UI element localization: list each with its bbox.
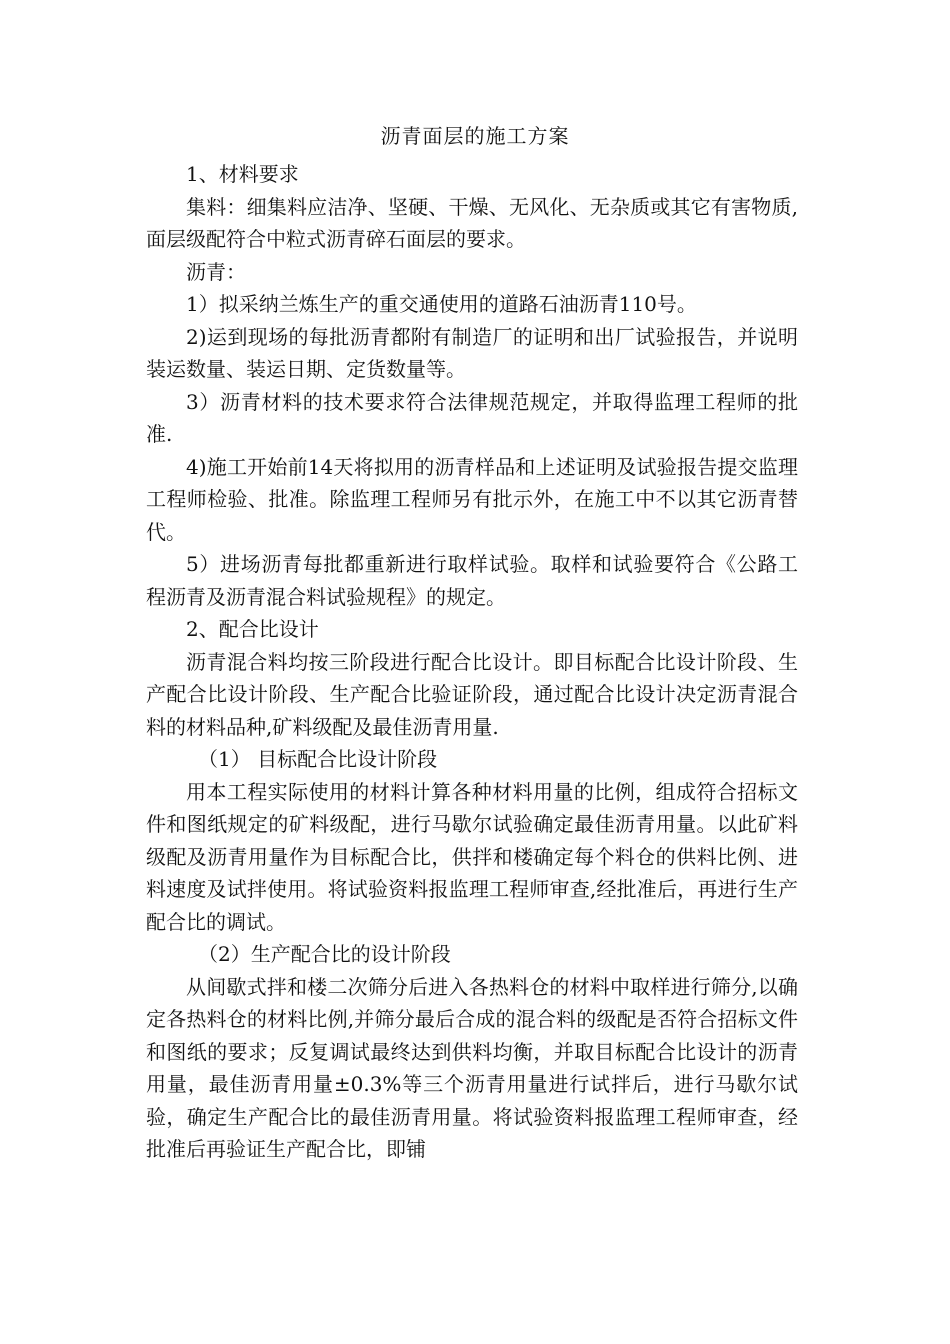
paragraph: 3）沥青材料的技术要求符合法律规范规定，并取得监理工程师的批准. <box>146 389 798 446</box>
document-title: 沥青面层的施工方案 <box>380 124 570 148</box>
section-heading: 2、配合比设计 <box>186 617 319 641</box>
paragraph: 集料：细集料应洁净、坚硬、干燥、无风化、无杂质或其它有害物质,面层级配符合中粒式沥青碎石面层的要求。 <box>146 194 798 251</box>
subsection-heading: （1） 目标配合比设计阶段 <box>198 747 438 771</box>
paragraph: 1）拟采纳兰炼生产的重交通使用的道路石油沥青110号。 <box>186 292 697 316</box>
section-heading: 1、材料要求 <box>186 162 299 186</box>
subsection-heading: （2）生产配合比的设计阶段 <box>198 942 451 966</box>
paragraph: 2)运到现场的每批沥青都附有制造厂的证明和出厂试验报告，并说明装运数量、装运日期、定货数量等。 <box>146 324 798 381</box>
paragraph: 4)施工开始前14天将拟用的沥青样品和上述证明及试验报告提交监理工程师检验、批准。除监理工程师另有批示外，在施工中不以其它沥青替代。 <box>146 454 798 544</box>
paragraph: 用本工程实际使用的材料计算各种材料用量的比例，组成符合招标文件和图纸规定的矿料级配，进行马歇尔试验确定最佳沥青用量。以此矿料级配及沥青用量作为目标配合比，供拌和楼确定每个料仓的供料比例、进料速度及试拌使用。将试验资料报监理工程师审查,经批准后，再进行生产配合比的调试。 <box>146 779 798 934</box>
document-body <box>146 158 798 1166</box>
paragraph: 沥青混合料均按三阶段进行配合比设计。即目标配合比设计阶段、生产配合比设计阶段、生产配合比验证阶段，通过配合比设计决定沥青混合料的材料品种,矿料级配及最佳沥青用量. <box>146 649 798 739</box>
paragraph: 从间歇式拌和楼二次筛分后进入各热料仓的材料中取样进行筛分,以确定各热料仓的材料比例,并筛分最后合成的混合料的级配是否符合招标文件和图纸的要求；反复调试最终达到供料均衡，并取目标配合比设计的沥青用量，最佳沥青用量±0.3%等三个沥青用量进行试拌后，进行马歇尔试验，确定生产配合比的最佳沥青用量。将试验资料报监理工程师审查，经批准后再验证生产配合比，即铺 <box>146 974 798 1161</box>
section-heading: 沥青： <box>186 259 246 284</box>
paragraph: 5）进场沥青每批都重新进行取样试验。取样和试验要符合《公路工程沥青及沥青混合料试验规程》的规定。 <box>146 552 798 609</box>
